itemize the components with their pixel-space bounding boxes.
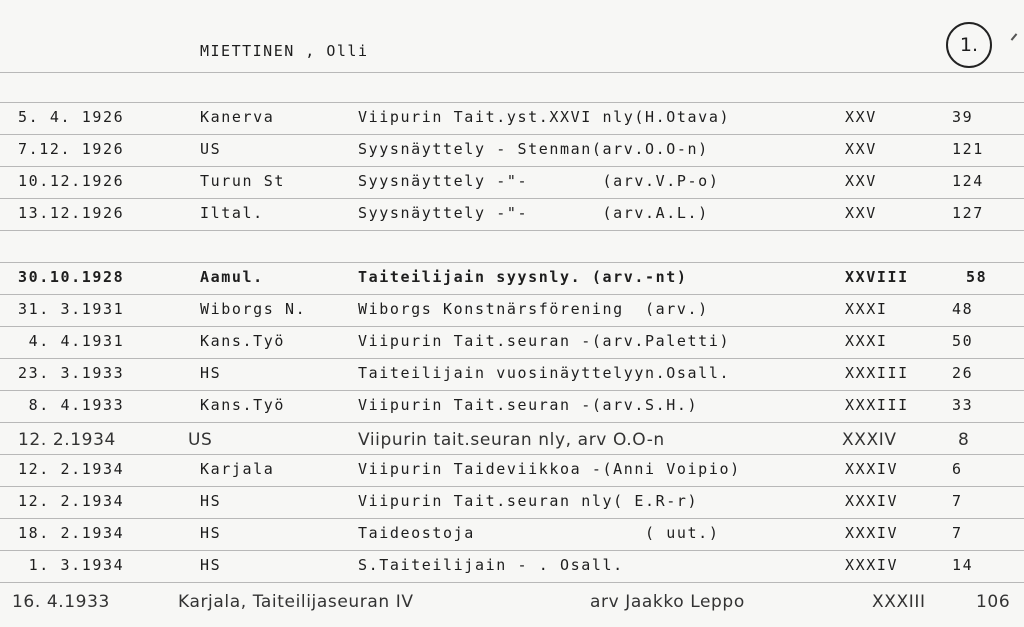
entry-row [0, 454, 1024, 486]
entry-date: 12. 2.1934 [18, 492, 125, 510]
entry-paper: Iltal. [200, 204, 264, 222]
entry-paper: HS [200, 492, 222, 510]
entry-paper: Kans.Työ [200, 396, 286, 414]
entry-volume: XXV [845, 172, 877, 190]
entry-title: Viipurin Tait.yst.XXVI nly(H.Otava) [358, 108, 731, 126]
entry-date: 30.10.1928 [18, 268, 125, 286]
entry-row-handwritten [0, 586, 1024, 618]
entry-date: 18. 2.1934 [18, 524, 125, 542]
card-number: 1. [946, 22, 992, 68]
entry-title: S.Taiteilijain - . Osall. [358, 556, 624, 574]
pen-mark [1011, 33, 1018, 40]
entry-title: Syysnäyttely -"- (arv.V.P-o) [358, 172, 720, 190]
entry-volume: XXXIII [845, 364, 909, 382]
entry-row [0, 198, 1024, 230]
divider [0, 422, 1024, 423]
entry-title: arv Jaakko Leppo [590, 592, 745, 612]
entry-title: Wiborgs Konstnärsförening (arv.) [358, 300, 709, 318]
entry-row [0, 166, 1024, 198]
entry-page: 39 [952, 108, 974, 126]
entry-page: 50 [952, 332, 974, 350]
entry-page: 26 [952, 364, 974, 382]
entry-date: 10.12.1926 [18, 172, 125, 190]
entry-title: Viipurin Tait.seuran -(arv.S.H.) [358, 396, 699, 414]
entry-paper: Aamul. [200, 268, 264, 286]
entry-page: 7 [952, 524, 963, 542]
entry-page: 127 [952, 204, 984, 222]
entry-volume: XXVIII [845, 268, 909, 286]
entry-row [0, 294, 1024, 326]
entry-title: Syysnäyttely - Stenman(arv.O.O-n) [358, 140, 709, 158]
entry-title: Taiteilijain vuosinäyttelyyn.Osall. [358, 364, 731, 382]
entry-title: Viipurin tait.seuran nly, arv O.O-n [358, 430, 665, 450]
entry-date: 1. 3.1934 [18, 556, 125, 574]
entry-paper: HS [200, 364, 222, 382]
entry-page: 6 [952, 460, 963, 478]
entry-paper: Wiborgs N. [200, 300, 307, 318]
entry-date: 12. 2.1934 [18, 430, 116, 450]
entry-title: Viipurin Tait.seuran nly( E.R-r) [358, 492, 699, 510]
entry-row [0, 358, 1024, 390]
entry-title: Viipurin Taideviikkoa -(Anni Voipio) [358, 460, 741, 478]
entry-title: Syysnäyttely -"- (arv.A.L.) [358, 204, 709, 222]
entry-row [0, 550, 1024, 582]
person-name: MIETTINEN , Olli [200, 42, 369, 60]
entry-date: 5. 4. 1926 [18, 108, 125, 126]
entry-page: 33 [952, 396, 974, 414]
entry-volume: XXXIV [845, 492, 899, 510]
entry-paper: HS [200, 556, 222, 574]
entry-volume: XXXIV [845, 524, 899, 542]
entry-row [0, 326, 1024, 358]
entry-title: Taideostoja ( uut.) [358, 524, 720, 542]
entry-page: 106 [976, 592, 1011, 612]
entry-page: 8 [958, 430, 970, 450]
entry-page: 7 [952, 492, 963, 510]
divider [0, 72, 1024, 73]
entry-date: 7.12. 1926 [18, 140, 125, 158]
entry-volume: XXV [845, 140, 877, 158]
entry-date: 12. 2.1934 [18, 460, 125, 478]
entry-page: 58 [966, 268, 988, 286]
entry-page: 124 [952, 172, 984, 190]
entry-volume: XXXIV [845, 460, 899, 478]
entry-page: 121 [952, 140, 984, 158]
entry-paper: US [200, 140, 222, 158]
divider [0, 230, 1024, 231]
entry-paper: HS [200, 524, 222, 542]
entry-row [0, 134, 1024, 166]
entry-date: 4. 4.1931 [18, 332, 125, 350]
entry-row [0, 390, 1024, 422]
entry-date: 23. 3.1933 [18, 364, 125, 382]
entry-paper: Kanerva [200, 108, 275, 126]
entry-row-handwritten [0, 424, 1024, 456]
entry-page: 14 [952, 556, 974, 574]
entry-row [0, 262, 1024, 294]
entry-date: 13.12.1926 [18, 204, 125, 222]
entry-volume: XXXIII [872, 592, 926, 612]
entry-volume: XXV [845, 108, 877, 126]
entry-date: 16. 4.1933 [12, 592, 110, 612]
entry-volume: XXXIV [842, 430, 897, 450]
entry-row [0, 102, 1024, 134]
entry-volume: XXXIV [845, 556, 899, 574]
entry-paper: Turun St [200, 172, 286, 190]
entry-paper: Karjala [200, 460, 275, 478]
entry-paper: US [188, 430, 213, 450]
entry-page: 48 [952, 300, 974, 318]
entry-volume: XXXI [845, 300, 888, 318]
entry-paper: Kans.Työ [200, 332, 286, 350]
entry-row [0, 486, 1024, 518]
entry-paper: Karjala, Taiteilijaseuran IV [178, 592, 414, 612]
entry-date: 31. 3.1931 [18, 300, 125, 318]
entry-title: Taiteilijain syysnly. (arv.-nt) [358, 268, 688, 286]
entry-title: Viipurin Tait.seuran -(arv.Paletti) [358, 332, 731, 350]
entry-date: 8. 4.1933 [18, 396, 125, 414]
entry-volume: XXXIII [845, 396, 909, 414]
entry-volume: XXV [845, 204, 877, 222]
entry-row [0, 518, 1024, 550]
divider [0, 582, 1024, 583]
entry-volume: XXXI [845, 332, 888, 350]
